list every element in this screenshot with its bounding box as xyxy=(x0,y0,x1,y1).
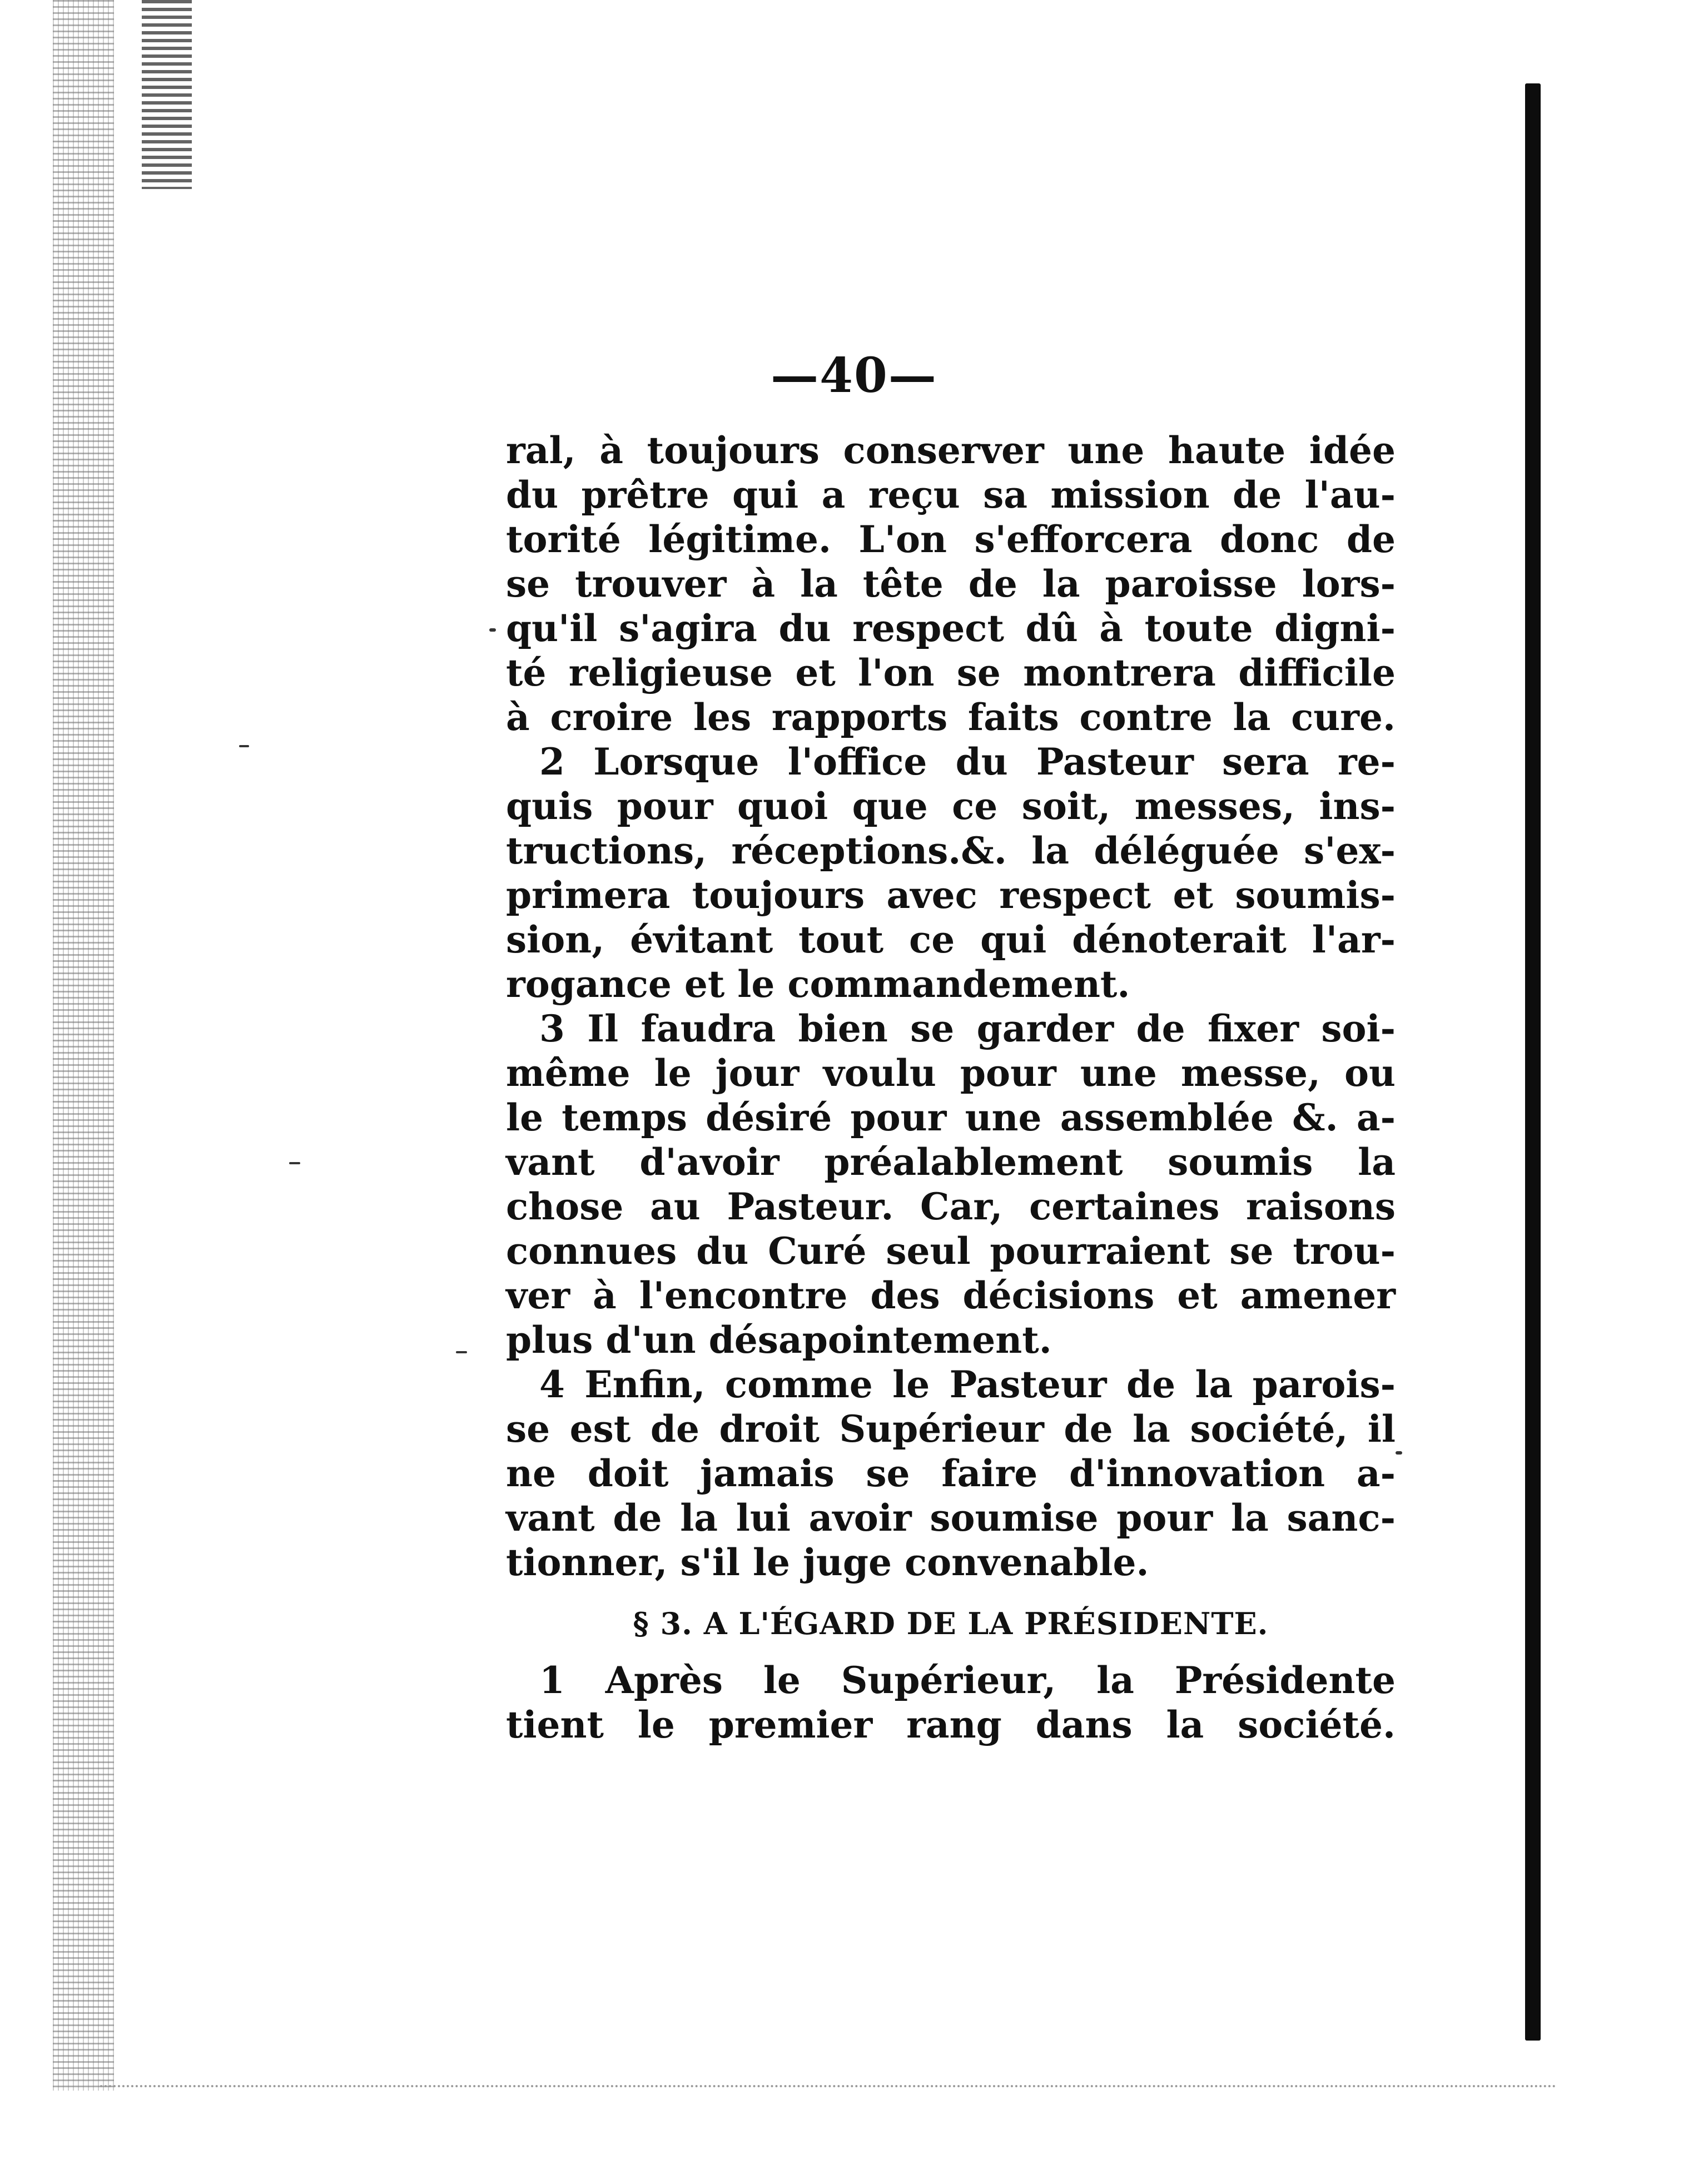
section-heading: § 3. A L'ÉGARD DE LA PRÉSIDENTE. xyxy=(633,1606,1269,1641)
scan-speck xyxy=(456,1351,467,1353)
scan-speck xyxy=(489,628,496,632)
text-line: vant de la lui avoir soumise pour la sanc- xyxy=(506,1496,1396,1540)
paragraph-5 xyxy=(506,1658,1396,1747)
page-number: —40— xyxy=(771,348,937,404)
text-line: se trouver à la tête de la paroisse lors- xyxy=(506,562,1396,605)
text-line: 3 Il faudra bien se garder de fixer soi- xyxy=(539,1007,1396,1050)
scan-edge-artifact-dark xyxy=(142,0,192,189)
text-line: ne doit jamais se faire d'innovation a- xyxy=(506,1452,1396,1495)
text-line: chose au Pasteur. Car, certaines raisons xyxy=(506,1185,1396,1228)
text-line: 4 Enfin, comme le Pasteur de la parois- xyxy=(539,1363,1396,1406)
body-text xyxy=(506,428,1396,1747)
text-line: 2 Lorsque l'office du Pasteur sera re- xyxy=(539,740,1396,783)
text-line: du prêtre qui a reçu sa mission de l'au- xyxy=(506,473,1396,517)
text-line: plus d'un désapointement. xyxy=(506,1318,1052,1362)
scan-bottom-edge xyxy=(100,2085,1557,2087)
text-line: tionner, s'il le juge convenable. xyxy=(506,1541,1149,1584)
text-line: 1 Après le Supérieur, la Présidente xyxy=(539,1659,1396,1702)
paragraph-4 xyxy=(506,1362,1396,1585)
text-line: primera toujours avec respect et soumis- xyxy=(506,873,1396,917)
paragraph-3 xyxy=(506,1006,1396,1362)
text-line: le temps désiré pour une assemblée &. a- xyxy=(506,1096,1396,1139)
text-line: tient le premier rang dans la société. xyxy=(506,1703,1396,1746)
text-line: ral, à toujours conserver une haute idée xyxy=(506,429,1396,472)
text-line: sion, évitant tout ce qui dénoterait l'ar- xyxy=(506,918,1396,961)
text-line: quis pour quoi que ce soit, messes, ins- xyxy=(506,785,1396,828)
scan-speck xyxy=(289,1162,300,1164)
scan-speck xyxy=(239,745,249,747)
text-line: tructions, réceptions.&. la déléguée s'ex- xyxy=(506,829,1396,872)
paragraph-2 xyxy=(506,739,1396,1006)
text-line: vant d'avoir préalablement soumis la xyxy=(506,1140,1396,1184)
text-line: se est de droit Supérieur de la société, il xyxy=(506,1407,1396,1451)
paragraph-1 xyxy=(506,428,1396,739)
text-line: à croire les rapports faits contre la cure. xyxy=(506,696,1396,739)
scan-edge-artifact xyxy=(53,0,114,2091)
text-line: qu'il s'agira du respect dû à toute digni- xyxy=(506,607,1396,650)
text-line: même le jour voulu pour une messe, ou xyxy=(506,1051,1396,1095)
text-line: té religieuse et l'on se montrera difficile xyxy=(506,651,1396,694)
scan-speck xyxy=(1396,1451,1402,1455)
text-line: torité légitime. L'on s'efforcera donc de xyxy=(506,518,1396,561)
text-line: ver à l'encontre des décisions et amener xyxy=(506,1274,1396,1317)
text-line: rogance et le commandement. xyxy=(506,962,1130,1006)
text-line: connues du Curé seul pourraient se trou- xyxy=(506,1229,1396,1273)
